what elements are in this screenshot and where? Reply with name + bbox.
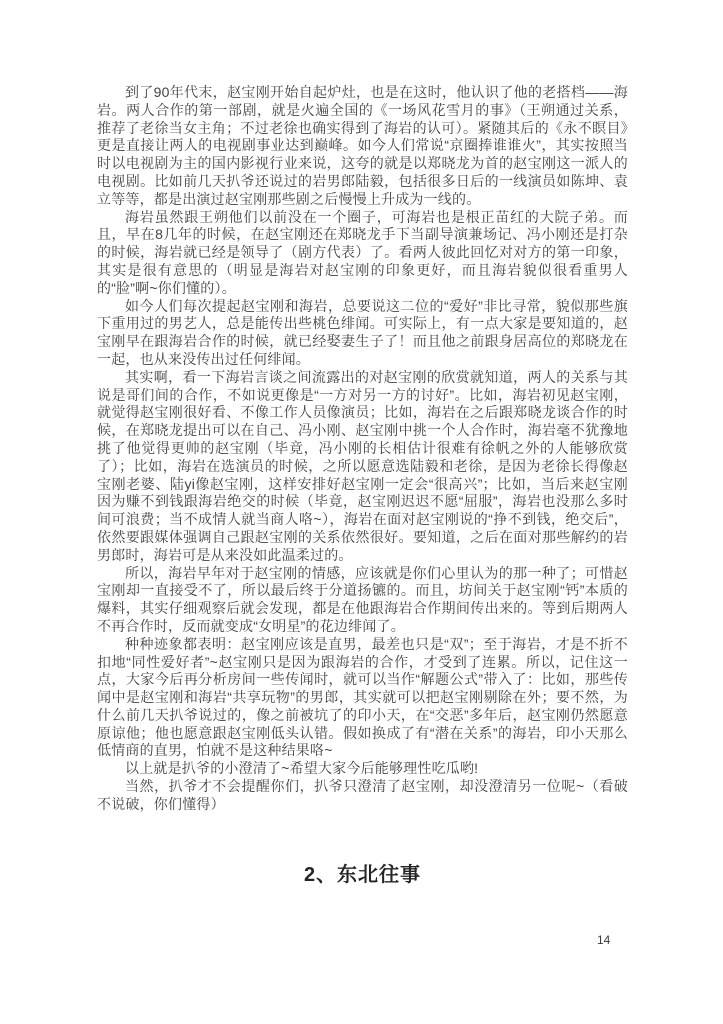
paragraph-8: 当然，扒爷才不会提醒你们，扒爷只澄清了赵宝刚，却没澄清另一位呢~（看破不说破，你们懂得） — [97, 778, 628, 812]
paragraph-5: 所以，海岩早年对于赵宝刚的情感，应该就是你们心里认为的那一种了；可惜赵宝刚却一直接受不了，所以最后终于分道扬镳的。而且，坊间关于赵宝刚“钙”本质的爆料，其实仔细观察后就会发现，都是在他跟海岩合作期间传出来的。等到后期两人不再合作时，反而就变成“女明星”的花边绯闻了。 — [97, 564, 628, 634]
paragraph-6: 种种迹象都表明：赵宝刚应该是直男，最差也只是“双”；至于海岩，才是不折不扣地“同性爱好者”~赵宝刚只是因为跟海岩的合作，才受到了连累。所以，记住这一点，大家今后再分析房间一些传闻时，就可以当作“解题公式”带入了：比如，那些传闻中是赵宝刚和海岩“共享玩物”的男郎，其实就可以把赵宝刚剔除在外；要不然，为什么前几天扒爷说过的，像之前被坑了的印小天，在“交恶”多年后，赵宝刚仍然愿意原谅他；他也愿意跟赵宝刚低头认错。假如换成了有“潜在关系”的海岩，印小天那么低情商的直男，怕就不是这种结果咯~ — [97, 635, 629, 759]
paragraph-1: 到了90年代末，赵宝刚开始自起炉灶，也是在这时，他认识了他的老搭档——海岩。两人合作的第一部剧，就是火遍全国的《一场风花雪月的事》（王朔通过关系，推荐了老徐当女主角；不过老徐也确实得到了海岩的认可）。紧随其后的《永不瞑目》更是直接让两人的电视剧事业达到巅峰。如今人们常说“京圈捧谁谁火”，其实按照当时以电视剧为主的国内影视行业来说，这夸的就是以郑晓龙为首的赵宝刚这一派人的电视剧。比如前几天扒爷还说过的岩男郎陆毅，包括很多日后的一线演员如陈坤、袁立等等，都是出演过赵宝刚那些剧之后慢慢上升成为一线的。 — [97, 84, 629, 207]
paragraph-3: 如今人们每次提起赵宝刚和海岩，总要说这二位的“爱好”非比寻常，貌似那些旗下重用过的男艺人，总是能传出些桃色绯闻。可实际上，有一点大家是要知道的，赵宝刚早在跟海岩合作的时候，就已经娶妻生子了！而且他之前跟身居高位的郑晓龙在一起，也从来没传出过任何绯闻。 — [97, 297, 628, 367]
paragraph-2: 海岩虽然跟王朔他们以前没在一个圈子，可海岩也是根正苗红的大院子弟。而且，早在8几年的时候，在赵宝刚还在郑晓龙手下当副导演兼场记、冯小刚还是打杂的时候，海岩就已经是领导了（剧方代表）了。看两人彼此回忆对对方的第一印象，其实是很有意思的（明显是海岩对赵宝刚的印象更好，而且海岩貌似很看重男人的“脸”啊~你们懂的）。 — [97, 208, 628, 296]
page-number: 14 — [597, 933, 611, 947]
paragraph-4: 其实啊，看一下海岩言谈之间流露出的对赵宝刚的欣赏就知道，两人的关系与其说是哥们间的合作，不如说更像是“一方对另一方的讨好”。比如，海岩初见赵宝刚，就觉得赵宝刚很好看、不像工作人员像演员；比如，海岩在之后跟郑晓龙谈合作的时候，在郑晓龙提出可以在自己、冯小刚、赵宝刚中挑一个人合作时，海岩毫不犹豫地挑了他觉得更帅的赵宝刚（毕竟，冯小刚的长相估计很难有徐帆之外的人能够欣赏了）；比如，海岩在选演员的时候，之所以愿意选陆毅和老徐，是因为老徐长得像赵宝刚老婆、陆yi像赵宝刚，这样安排好赵宝刚一定会“很高兴”；比如，当后来赵宝刚因为赚不到钱跟海岩绝交的时候（毕竟，赵宝刚迟迟不愿“屈服”，海岩也没那么多时间可浪费；当不成情人就当商人咯~），海岩在面对赵宝刚说的“挣不到钱，绝交后”，依然要跟媒体强调自己跟赵宝刚的关系依然很好。要知道，之后在面对那些解约的岩男郎时，海岩可是从来没如此温柔过的。 — [97, 368, 628, 563]
body-text — [97, 84, 628, 814]
paragraph-7: 以上就是扒爷的小澄清了~希望大家今后能够理性吃瓜哟! — [125, 760, 479, 777]
section-heading: 2、东北往事 — [303, 864, 422, 886]
